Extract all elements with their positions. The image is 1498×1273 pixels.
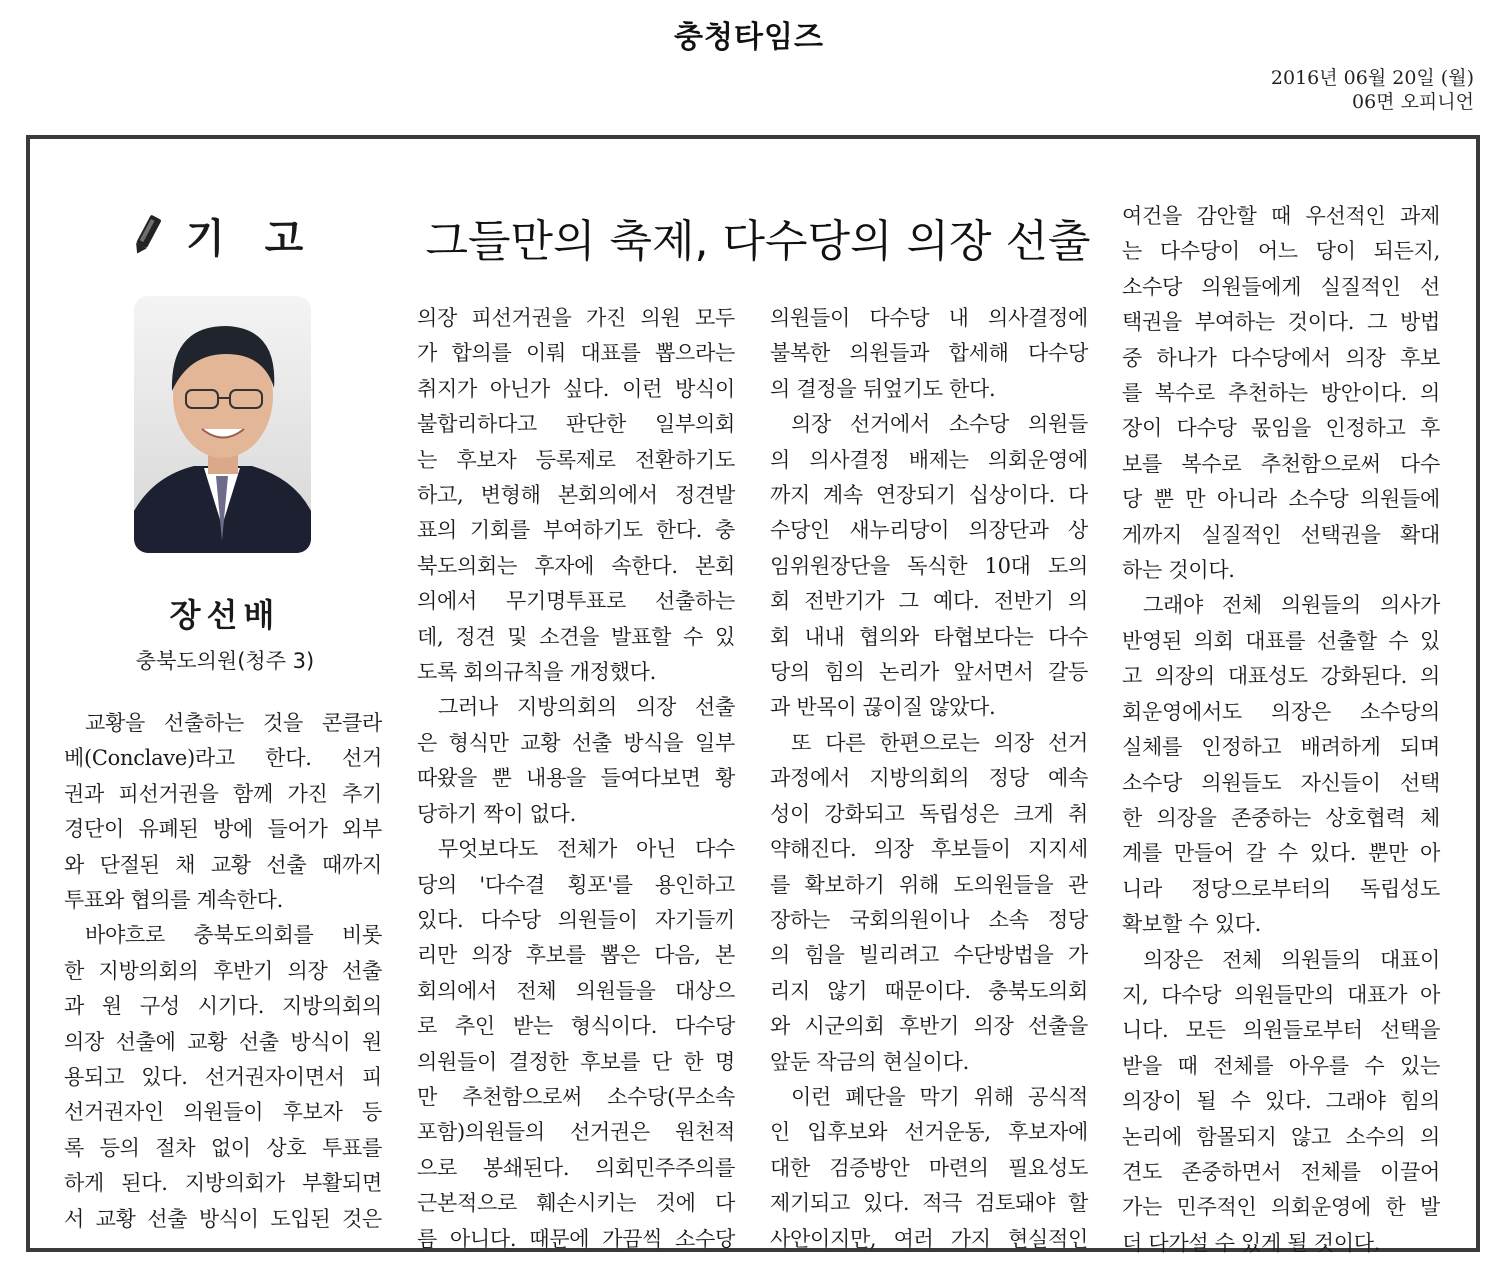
article-line: 성이 강화되고 독립성은 크게 취 (770, 801, 1088, 826)
article-line: 한 의장을 존중하는 상호협력 체 (1122, 805, 1440, 830)
article-line: 의원들이 다수당 내 의사결정에 (770, 306, 1088, 330)
article-line: 회운영에서도 의장은 소수당의 (1122, 699, 1440, 724)
article-line: 당의 힘의 논리가 앞서면서 갈등 (770, 660, 1088, 685)
newspaper-masthead: 충청타임즈 (674, 20, 824, 55)
article-line: 택권을 부여하는 것이다. 그 방법 (1122, 310, 1440, 335)
article-line: 으로 봉쇄된다. 의회민주주의를 (417, 1155, 735, 1180)
article-line: 선거권자인 의원들이 후보자 등 (64, 1100, 382, 1125)
article-line: 만 추천함으로써 소수당(무소속 (417, 1084, 735, 1109)
article-line: 의 힘을 빌리려고 수단방법을 가 (770, 943, 1088, 968)
article-column-1 (64, 706, 382, 1237)
author-name: 장선배 (169, 596, 281, 634)
article-line: 의장은 전체 의원들의 대표이 (1143, 947, 1440, 972)
article-line: 반영된 의회 대표를 선출할 수 있 (1122, 628, 1440, 653)
article-headline: 그들만의 축제, 다수당의 의장 선출 (425, 216, 1091, 267)
article-line: 와 단절된 채 교황 선출 때까지 (64, 852, 382, 877)
article-line: 확보할 수 있다. (1122, 912, 1262, 937)
article-line: 더 다가설 수 있게 될 것이다. (1122, 1230, 1381, 1255)
column-label (130, 210, 343, 260)
article-line: 표의 기회를 부여하기도 한다. 충 (417, 518, 735, 543)
article-line: 제기되고 있다. 적극 검토돼야 할 (770, 1191, 1088, 1216)
pen-icon (130, 213, 164, 257)
article-line: 고 의장의 대표성도 강화된다. 의 (1122, 664, 1440, 689)
article-line: 계를 만들어 갈 수 있다. 뿐만 아 (1122, 841, 1440, 866)
page-section: 06면 오피니언 (1352, 91, 1474, 113)
article-line: 견도 존중하면서 전체를 이끌어 (1122, 1159, 1440, 1184)
article-line: 의장 선거에서 소수당 의원들 (791, 412, 1088, 437)
article-line: 교황을 선출하는 것을 콘클라 (85, 711, 382, 735)
article-line: 그러나 지방의회의 의장 선출 (438, 695, 735, 720)
label-char-1: 기 (186, 215, 225, 262)
article-line: 서 교황 선출 방식이 도입된 것은 (64, 1206, 382, 1231)
article-line: 과정에서 지방의회의 정당 예속 (770, 766, 1088, 791)
article-line: 이런 폐단을 막기 위해 공식적 (791, 1084, 1088, 1109)
article-line: 과 반목이 끊이질 않았다. (770, 695, 996, 720)
article-line: 여건을 감안할 때 우선적인 과제 (1122, 204, 1440, 228)
article-line: 니다. 모든 의원들로부터 선택을 (1122, 1018, 1440, 1043)
article-line: 회 전반기가 그 예다. 전반기 의 (770, 589, 1088, 614)
article-line: 무엇보다도 전체가 아닌 다수 (438, 837, 735, 862)
article-line: 게까지 실질적인 선택권을 확대 (1122, 522, 1440, 547)
article-line: 수당인 새누리당이 의장단과 상 (770, 518, 1088, 543)
article-line: 도록 회의규칙을 개정했다. (417, 660, 656, 685)
article-line: 사안이지만, 여러 가지 현실적인 (770, 1226, 1088, 1251)
article-line: 당하기 짝이 없다. (417, 801, 577, 826)
article-line: 인 입후보와 선거운동, 후보자에 (770, 1120, 1088, 1145)
article-line: 를 확보하기 위해 도의원들을 관 (770, 872, 1088, 897)
article-line: 논리에 함몰되지 않고 소수의 의 (1122, 1124, 1440, 1149)
article-line: 까지 계속 연장되기 십상이다. 다 (770, 483, 1088, 508)
article-line: 지, 다수당 의원들만의 대표가 아 (1122, 982, 1440, 1007)
article-line: 당 뿐 만 아니라 소수당 의원들에 (1122, 487, 1440, 512)
article-line: 의장이 될 수 있다. 그래야 힘의 (1122, 1089, 1440, 1114)
article-line: 실체를 인정하고 배려하게 되며 (1122, 735, 1440, 760)
article-line: 보를 복수로 추천함으로써 다수 (1122, 451, 1440, 476)
label-char-2: 고 (264, 215, 304, 262)
article-line: 약해진다. 의장 후보들이 지지세 (770, 837, 1088, 862)
article-line: 장이 다수당 몫임을 인정하고 후 (1122, 416, 1440, 441)
article-line: 용되고 있다. 선거권자이면서 피 (64, 1065, 382, 1090)
article-line: 대한 검증방안 마련의 필요성도 (770, 1155, 1088, 1180)
article-line: 름 아니다. 때문에 가끔씩 소수당 (417, 1226, 735, 1251)
article-line: 리만 의장 후보를 뽑은 다음, 본 (417, 943, 735, 968)
article-line: 회의에서 전체 의원들을 대상으 (417, 978, 735, 1003)
article-line: 의 의사결정 배제는 의회운영에 (770, 447, 1088, 472)
author-affiliation: 충북도의원(청주 3) (135, 649, 315, 673)
article-line: 의 결정을 뒤엎기도 한다. (770, 376, 996, 401)
article-line: 의원들이 결정한 후보를 단 한 명 (417, 1049, 735, 1074)
article-line: 과 원 구성 시기다. 지방의회의 (64, 994, 382, 1019)
article-line: 경단이 유폐된 방에 들어가 외부 (64, 817, 382, 842)
article-line: 근본적으로 훼손시키는 것에 다 (417, 1191, 735, 1216)
article-line: 중 하나가 다수당에서 의장 후보 (1122, 345, 1440, 370)
article-line: 베(Conclave)라고 한다. 선거 (64, 746, 382, 771)
article-line: 취지가 아닌가 싶다. 이런 방식이 (417, 376, 735, 401)
author-portrait (134, 296, 311, 553)
article-line: 당의 '다수결 횡포'를 용인하고 (417, 872, 735, 897)
article-line: 있다. 다수당 의원들이 자기들끼 (417, 907, 735, 932)
article-line: 소수당 의원들도 자신들이 선택 (1122, 770, 1440, 795)
article-line: 의장 선출에 교황 선출 방식이 원 (64, 1029, 382, 1054)
article-line: 따왔을 뿐 내용을 들여다보면 황 (417, 766, 735, 791)
article-line: 데, 정견 및 소견을 발표할 수 있 (417, 624, 735, 649)
article-line: 불합리하다고 판단한 일부의회 (417, 412, 735, 437)
article-line: 한 지방의회의 후반기 의장 선출 (64, 958, 382, 983)
article-line: 회 내내 협의와 타협보다는 다수 (770, 624, 1088, 649)
article-line: 바야흐로 충북도의회를 비롯 (85, 923, 382, 948)
article-column-3 (770, 301, 1088, 1257)
article-line: 하는 것이다. (1122, 558, 1235, 583)
article-line: 는 후보자 등록제로 전환하기도 (417, 447, 735, 472)
article-line: 를 복수로 추천하는 방안이다. 의 (1122, 381, 1440, 406)
article-line: 소수당 의원들에게 실질적인 선 (1122, 274, 1440, 299)
publication-date: 2016년 06월 20일 (월) (1270, 67, 1474, 89)
article-line: 또 다른 한편으로는 의장 선거 (791, 730, 1088, 755)
article-column-2 (417, 301, 735, 1257)
article-line: 와 시군의회 후반기 의장 선출을 (770, 1014, 1088, 1039)
article-line: 앞둔 작금의 현실이다. (770, 1049, 969, 1074)
article-line: 로 추인 받는 형식이다. 다수당 (417, 1014, 735, 1039)
article-line: 가는 민주적인 의회운영에 한 발 (1122, 1195, 1440, 1220)
article-line: 불복한 의원들과 합세해 다수당 (770, 341, 1088, 366)
article-line: 받을 때 전체를 아우를 수 있는 (1122, 1053, 1440, 1078)
article-line: 은 형식만 교황 선출 방식을 일부 (417, 730, 735, 755)
article-line: 그래야 전체 의원들의 의사가 (1143, 593, 1440, 618)
article-line: 권과 피선거권을 함께 가진 추기 (64, 781, 382, 806)
article-line: 는 다수당이 어느 당이 되든지, (1122, 239, 1440, 264)
article-line: 하게 된다. 지방의회가 부활되면 (64, 1171, 382, 1196)
article-line: 하고, 변형해 본회의에서 정견발 (417, 483, 735, 508)
article-line: 포함)의원들의 선거권은 원천적 (417, 1120, 735, 1145)
article-line: 임위원장단을 독식한 10대 도의 (770, 553, 1088, 578)
dateline (1271, 66, 1474, 114)
article-line: 북도의회는 후자에 속한다. 본회 (417, 553, 735, 578)
article-line: 투표와 협의를 계속한다. (64, 888, 283, 913)
article-line: 의장 피선거권을 가진 의원 모두 (417, 306, 735, 330)
article-line: 니라 정당으로부터의 독립성도 (1122, 876, 1440, 901)
article-line: 장하는 국회의원이나 소속 정당 (770, 907, 1088, 932)
article-line: 의에서 무기명투표로 선출하는 (417, 589, 735, 614)
article-line: 록 등의 절차 없이 상호 투표를 (64, 1135, 382, 1160)
article-column-4 (1122, 199, 1440, 1261)
article-line: 리지 않기 때문이다. 충북도의회 (770, 978, 1088, 1003)
article-line: 가 합의를 이뤄 대표를 뽑으라는 (417, 341, 735, 366)
